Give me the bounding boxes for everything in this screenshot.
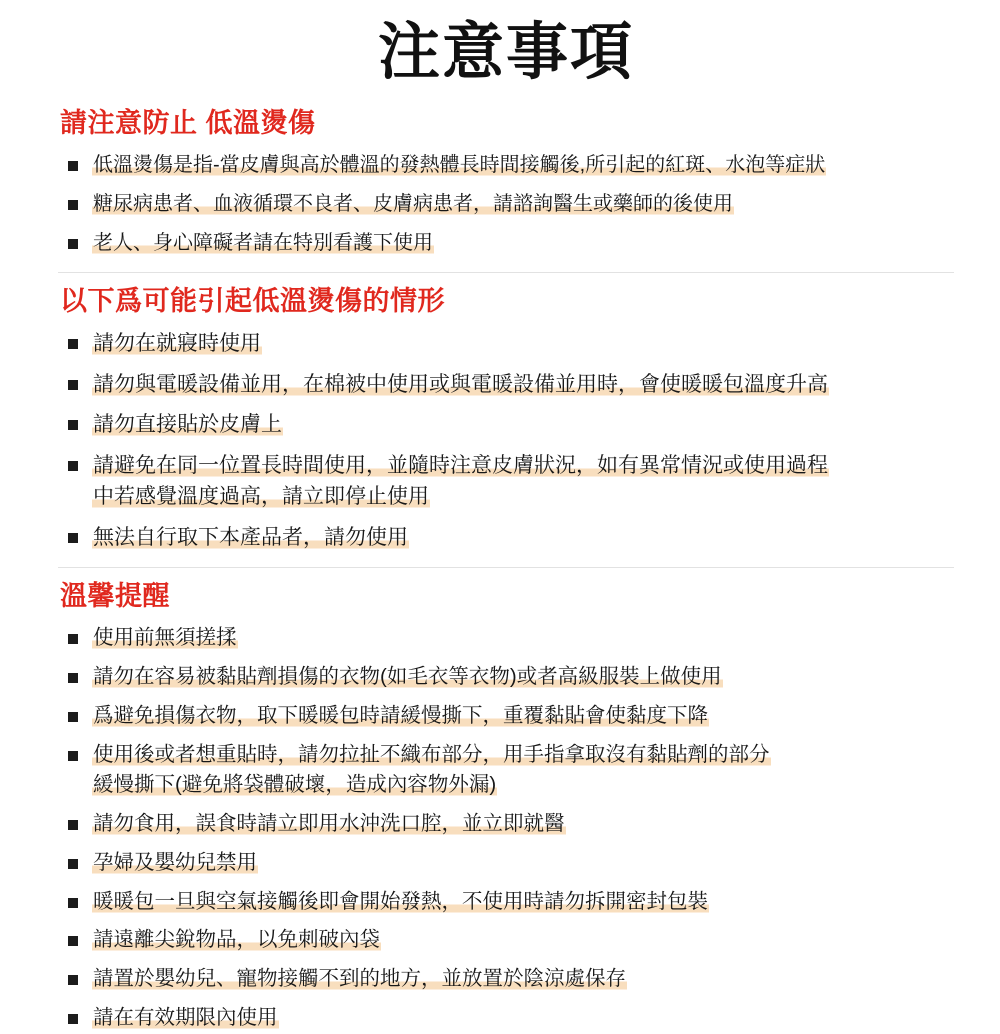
list-item-text: 低溫燙傷是指-當皮膚與高於體溫的發熱體長時間接觸後,所引起的紅斑、水泡等症狀 xyxy=(93,154,826,177)
list-item-text: 請勿在就寢時使用 xyxy=(93,332,261,356)
bullet-list xyxy=(52,328,960,553)
list-item-text: 使用前無須搓揉 xyxy=(93,626,237,650)
list-item xyxy=(66,809,960,840)
list-item-text: 請遠離尖銳物品，以免刺破內袋 xyxy=(93,928,380,952)
divider xyxy=(58,567,954,568)
section-friendly-reminders xyxy=(52,574,960,1033)
list-item-text: 請勿與電暖設備並用，在棉被中使用或與電暖設備並用時，會使暖暖包溫度升高 xyxy=(93,372,828,396)
list-item-text: 請勿直接貼於皮膚上 xyxy=(93,413,282,437)
list-item xyxy=(66,623,960,654)
section-heading: 溫馨提醒 xyxy=(60,581,170,612)
list-item-text-continued: 中若感覺溫度過高，請立即停止使用 xyxy=(93,485,429,509)
list-item-text: 請勿食用，誤食時請立即用水沖洗口腔，並立即就醫 xyxy=(93,812,565,836)
list-item xyxy=(66,1003,960,1034)
list-item-text-continued: 緩慢撕下(避免將袋體破壞，造成內容物外漏) xyxy=(93,773,497,797)
list-item xyxy=(66,328,960,360)
list-item-text: 爲避免損傷衣物，取下暖暖包時請緩慢撕下，重覆黏貼會使黏度下降 xyxy=(93,703,708,727)
section-low-temp-burn-prevention xyxy=(52,101,960,258)
section-heading: 請注意防止 低溫燙傷 xyxy=(60,108,316,139)
section-burn-risk-situations xyxy=(52,279,960,553)
list-item-text: 請在有效期限內使用 xyxy=(93,1005,278,1029)
list-item xyxy=(66,662,960,693)
list-item xyxy=(66,925,960,956)
list-item xyxy=(66,150,960,180)
list-item-text: 暖暖包一旦與空氣接觸後即會開始發熱，不使用時請勿拆開密封包裝 xyxy=(93,889,708,913)
list-item xyxy=(66,887,960,918)
list-item xyxy=(66,369,960,401)
list-item xyxy=(66,522,960,554)
list-item xyxy=(66,701,960,732)
list-item-text: 糖尿病患者、血液循環不良者、皮膚病患者，請諮詢醫生或藥師的後使用 xyxy=(93,193,733,216)
list-item xyxy=(66,189,960,219)
list-item xyxy=(66,228,960,258)
section-heading: 以下爲可能引起低溫燙傷的情形 xyxy=(60,286,445,317)
list-item-text: 老人、身心障礙者請在特別看護下使用 xyxy=(93,232,433,255)
list-item-text: 請置於嬰幼兒、寵物接觸不到的地方，並放置於陰涼處保存 xyxy=(93,967,626,991)
list-item xyxy=(66,450,960,513)
list-item xyxy=(66,740,960,802)
list-item-text: 請避免在同一位置長時間使用，並隨時注意皮膚狀況，如有異常情況或使用過程 xyxy=(93,453,828,477)
divider xyxy=(58,272,954,273)
bullet-list xyxy=(52,150,960,258)
list-item-text: 請勿在容易被黏貼劑損傷的衣物(如毛衣等衣物)或者高級服裝上做使用 xyxy=(93,665,722,689)
list-item xyxy=(66,409,960,441)
list-item xyxy=(66,848,960,879)
list-item-text: 使用後或者想重貼時，請勿拉扯不織布部分，用手指拿取沒有黏貼劑的部分 xyxy=(93,742,770,766)
list-item xyxy=(66,964,960,995)
list-item-text: 無法自行取下本產品者，請勿使用 xyxy=(93,525,408,549)
page-title: 注意事項 xyxy=(377,15,634,88)
list-item-text: 孕婦及嬰幼兒禁用 xyxy=(93,850,257,874)
bullet-list xyxy=(52,623,960,1033)
